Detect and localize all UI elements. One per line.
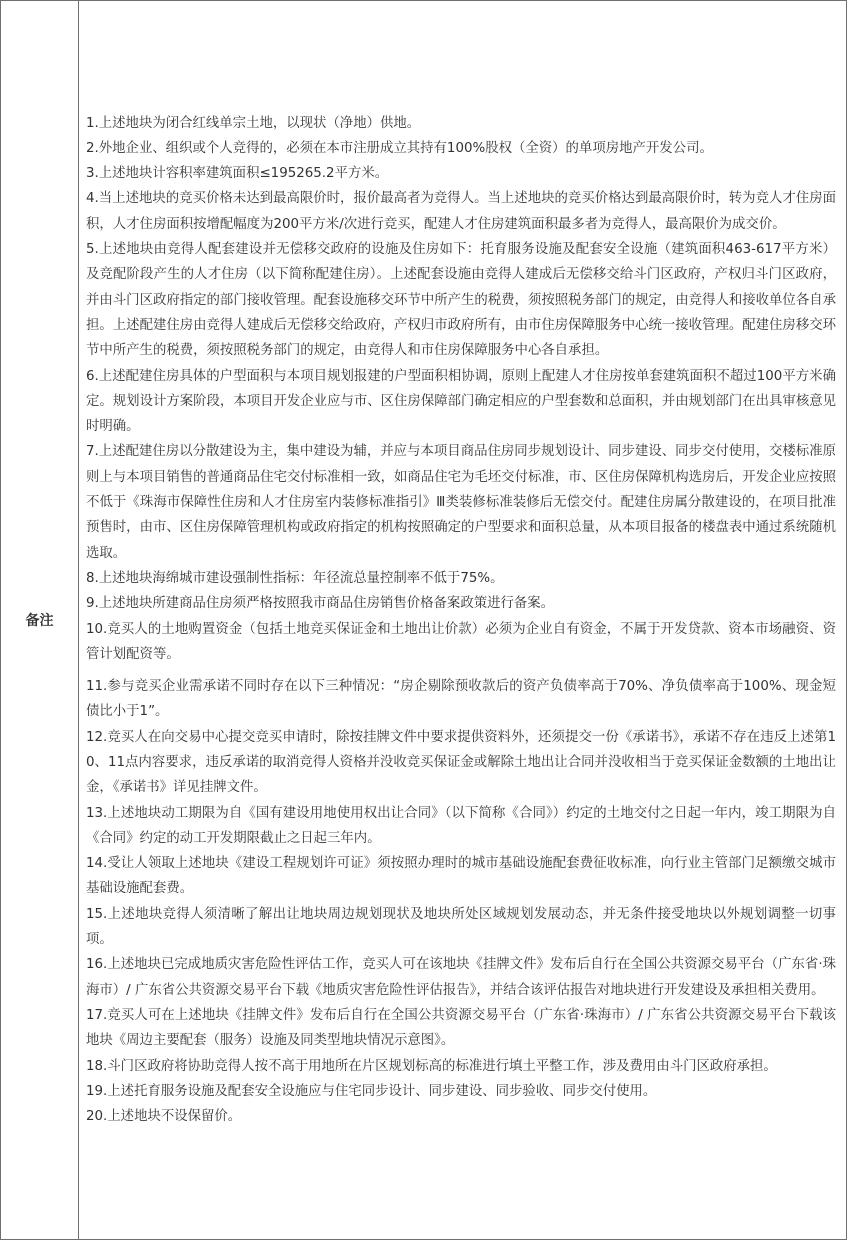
note-item-18: 18.斗门区政府将协助竞得人按不高于用地所在片区规划标高的标准进行填土平整工作，涉及费用由斗门区政府承担。 — [86, 1058, 777, 1074]
note-item-3: 3.上述地块计容积率建筑面积≤195265.2平方米。 — [86, 166, 389, 182]
note-item-7: 7.上述配建住房以分散建设为主，集中建设为辅，并应与本项目商品住房同步规划设计、同步建设、同步交付使用，交楼标准原则上与本项目销售的普通商品住宅交付标准相一致，如商品住宅为毛坯交付标准，市、区住房保障机构选房后，开发企业应按照不低于《珠海市保障性住房和人才住房室内装修标准指引》Ⅲ类装修标准装修后无偿交付。配建住房属分散建设的，在项目批准预售时，由市、区住房保障管理机构或政府指定的机构按照确定的户型要求和面积总量，从本项目报备的楼盘表中通过系统随机选取。 — [86, 444, 836, 561]
note-item-2: 2.外地企业、组织或个人竞得的，必须在本市注册成立其持有100%股权（全资）的单项房地产开发公司。 — [86, 140, 713, 156]
note-item-15: 15.上述地块竞得人须清晰了解出让地块周边规划现状及地块所处区域规划发展动态，并无条件接受地块以外规划调整一切事项。 — [86, 906, 836, 948]
note-item-13: 13.上述地块动工期限为自《国有建设用地使用权出让合同》（以下简称《合同》）约定的土地交付之日起一年内，竣工期限为自《合同》约定的动工开发期限截止之日起三年内。 — [86, 805, 836, 846]
notes-content — [79, 1, 847, 1240]
note-item-19: 19.上述托育服务设施及配套安全设施应与住宅同步设计、同步建设、同步验收、同步交付使用。 — [86, 1083, 657, 1099]
note-item-12: 12.竞买人在向交易中心提交竞买申请时，除按挂牌文件中要求提供资料外，还须提交一份《承诺书》，承诺不存在违反上述第10、11点内容要求，违反承诺的取消竞得人资格并没收竞买保证金或解除土地出让合同并没收相当于竞买保证金数额的土地出让金，《承诺书》详见挂牌文件。 — [86, 729, 836, 796]
note-item-10: 10.竞买人的土地购置资金（包括土地竞买保证金和土地出让价款）必须为企业自有资金，不属于开发贷款、资本市场融资、资管计划配资等。 — [86, 621, 836, 662]
note-item-5: 5.上述地块由竞得人配套建设并无偿移交政府的设施及住房如下：托育服务设施及配套安全设施（建筑面积463-617平方米）及竞配阶段产生的人才住房（以下简称配建住房）。上述配套设施由竞得人建成后无偿移交给斗门区政府，产权归斗门区政府，并由斗门区政府指定的部门接收管理。配套设施移交环节中所产生的税费，须按照税务部门的规定，由竞得人和接收单位各自承担。上述配建住房由竞得人建成后无偿移交给政府，产权归市政府所有，由市住房保障服务中心统一接收管理。配建住房移交环节中所产生的税费，须按照税务部门的规定，由竞得人和市住房保障服务中心各自承担。 — [86, 242, 836, 359]
note-item-11: 11.参与竞买企业需承诺不同时存在以下三种情况：“房企剔除预收款后的资产负债率高于70%、净负债率高于100%、现金短债比小于1”。 — [86, 679, 836, 720]
note-item-6: 6.上述配建住房具体的户型面积与本项目规划报建的户型面积相协调，原则上配建人才住房按单套建筑面积不超过100平方米确定。规划设计方案阶段，本项目开发企业应与市、区住房保障部门确定相应的户型套数和总面积，并由规划部门在出具审核意见时明确。 — [86, 368, 836, 435]
note-item-17: 17.竞买人可在上述地块《挂牌文件》发布后自行在全国公共资源交易平台（广东省·珠海市）/ 广东省公共资源交易平台下载该地块《周边主要配套（服务）设施及同类型地块情况示意图》。 — [86, 1007, 836, 1049]
note-item-4: 4.当上述地块的竞买价格未达到最高限价时，报价最高者为竞得人。当上述地块的竞买价格达到最高限价时，转为竞人才住房面积，人才住房面积按增配幅度为200平方米/次进行竞买，配建人才住房建筑面积最多者为竞得人，最高限价为成交价。 — [86, 191, 836, 232]
note-item-16: 16.上述地块已完成地质灾害危险性评估工作，竞买人可在该地块《挂牌文件》发布后自行在全国公共资源交易平台（广东省·珠海市）/ 广东省公共资源交易平台下载《地质灾害危险性评估报告》，并结合该评估报告对地块进行开发建设及承担相关费用。 — [86, 957, 836, 998]
note-item-20: 20.上述地块不设保留价。 — [86, 1109, 242, 1125]
notes-label: 备注 — [1, 1, 79, 1240]
notes-row — [1, 1, 847, 1240]
note-item-9: 9.上述地块所建商品住房须严格按照我市商品住房销售价格备案政策进行备案。 — [86, 596, 555, 612]
note-item-1: 1.上述地块为闭合红线单宗土地，以现状（净地）供地。 — [86, 115, 421, 131]
note-item-14: 14.受让人领取上述地块《建设工程规划许可证》须按照办理时的城市基础设施配套费征收标准，向行业主管部门足额缴交城市基础设施配套费。 — [86, 856, 836, 897]
note-item-8: 8.上述地块海绵城市建设强制性指标：年径流总量控制率不低于75%。 — [86, 570, 504, 586]
